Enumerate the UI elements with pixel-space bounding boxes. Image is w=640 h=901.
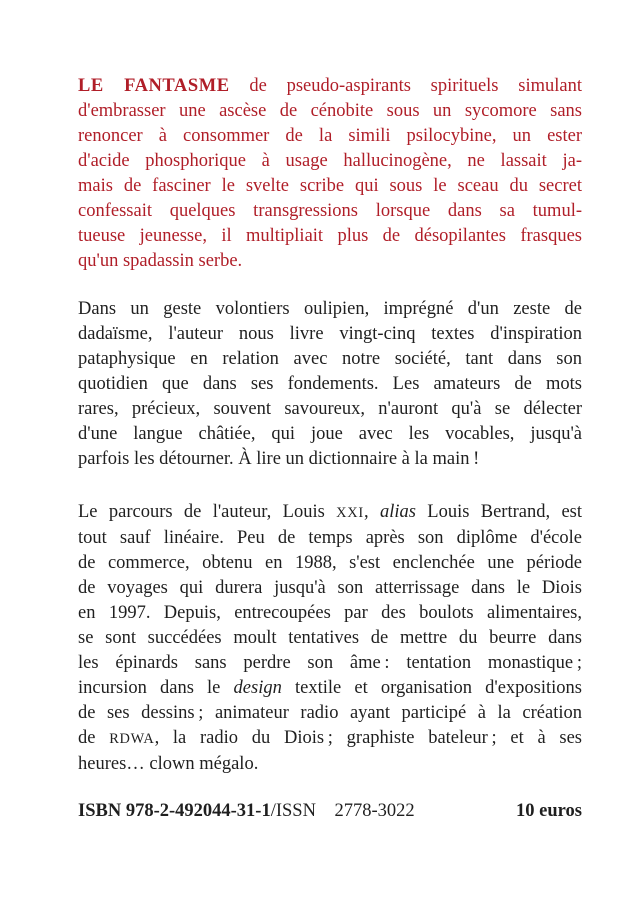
text-line: en 1997. Depuis, entrecoupées par des boulots alimentaires, <box>78 603 582 623</box>
text-line: Dans un geste volontiers oulipien, imprégné d'un zeste de <box>78 299 582 319</box>
text-line: heures… clown mégalo. <box>78 754 259 774</box>
text-line: LE FANTASME de pseudo-aspirants spirituels simulant <box>78 76 582 96</box>
footer-row <box>78 799 582 824</box>
text-line: de ses dessins ; animateur radio ayant participé à la création <box>78 703 582 723</box>
text-line: d'une langue châtiée, qui joue avec les vocables, jusqu'à <box>78 424 582 444</box>
text-line: les épinards sans perdre son âme : tentation monastique ; <box>78 653 582 673</box>
text-line: 10 euros <box>516 801 582 821</box>
text-line: quotidien que dans ses fondements. Les amateurs de mots <box>78 374 582 394</box>
text-line: de commerce, obtenu en 1988, s'est enclenchée une période <box>78 553 582 573</box>
publisher-blurb-paragraph <box>78 74 582 274</box>
text-line: confessait quelques transgressions lorsque dans sa tumul- <box>78 201 582 221</box>
text-line: Le parcours de l'auteur, Louis XXI, alias Louis Bertrand, est <box>78 502 583 522</box>
author-bio-paragraph <box>78 500 582 777</box>
isbn-issn-text <box>78 799 415 824</box>
book-description-paragraph <box>78 297 582 472</box>
text-line: d'acide phosphorique à usage hallucinogène, ne lassait ja- <box>78 151 582 171</box>
text-line: parfois les détourner. À lire un dictionnaire à la main ! <box>78 449 480 469</box>
text-line: renoncer à consommer de la simili psilocybine, un ester <box>78 126 582 146</box>
text-line: pataphysique en relation avec notre société, tant dans son <box>78 349 582 369</box>
text-line: tout sauf linéaire. Peu de temps après son diplôme d'école <box>78 528 582 548</box>
text-line: qu'un spadassin serbe. <box>78 251 243 271</box>
text-line: d'embrasser une ascèse de cénobite sous un sycomore sans <box>78 101 582 121</box>
text-line: dadaïsme, l'auteur nous livre vingt-cinq textes d'inspiration <box>78 324 582 344</box>
text-line: se sont succédées moult tentatives de mettre du beurre dans <box>78 628 582 648</box>
text-line: de voyages qui durera jusqu'à son atterrissage dans le Diois <box>78 578 582 598</box>
text-line: ISBN 978-2-492044-31-1/ISSN 2778-3022 <box>78 801 415 821</box>
text-line: mais de fasciner le svelte scribe qui sous le sceau du secret <box>78 176 582 196</box>
text-line: incursion dans le design textile et organisation d'expositions <box>78 678 582 698</box>
text-line: tueuse jeunesse, il multipliait plus de désopilantes frasques <box>78 226 582 246</box>
price-text <box>516 799 582 824</box>
text-line: rares, précieux, souvent savoureux, n'auront qu'à se délecter <box>78 399 582 419</box>
text-line: de RDWA, la radio du Diois ; graphiste bateleur ; et à ses <box>78 728 582 748</box>
